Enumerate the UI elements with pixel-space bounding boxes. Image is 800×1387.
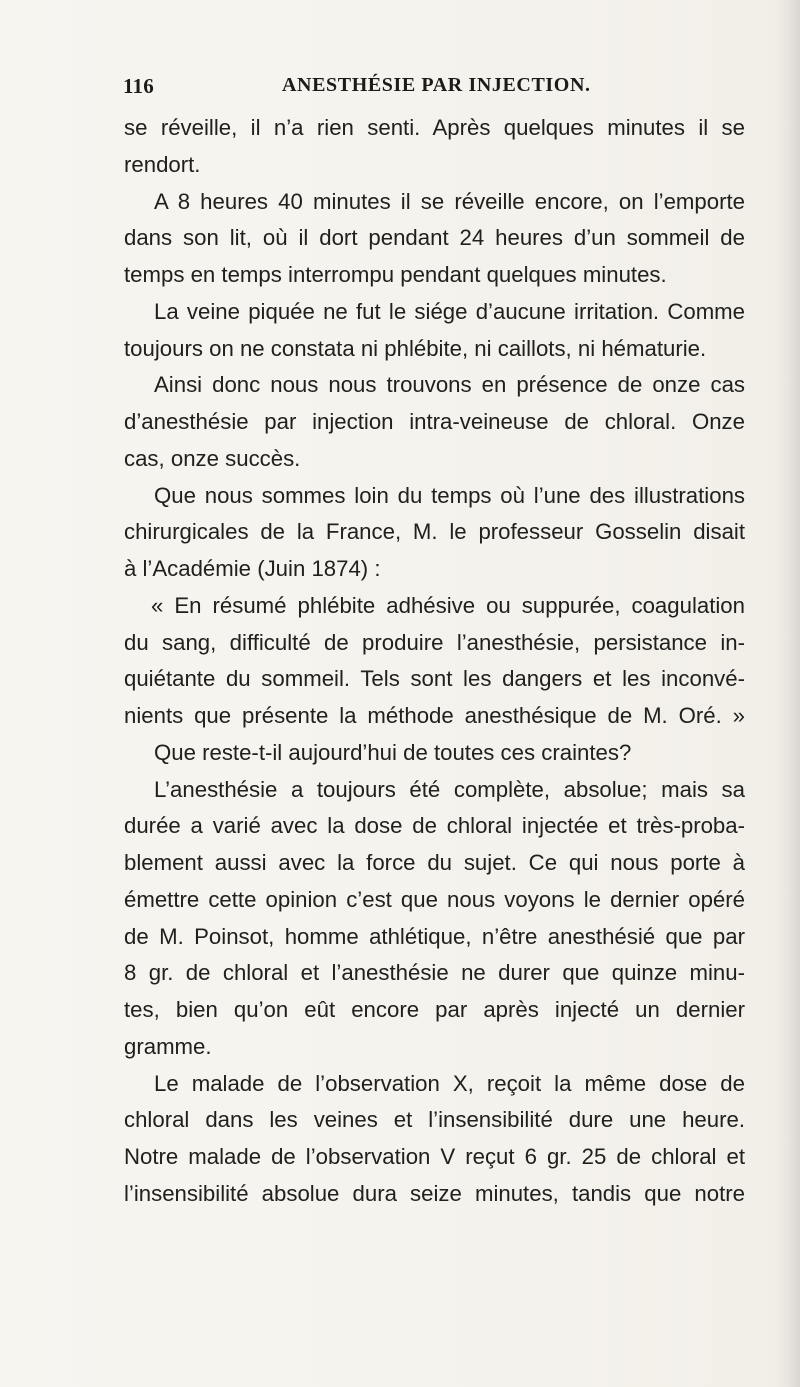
text-line: temps en temps interrompu pendant quelques minutes. bbox=[124, 262, 667, 287]
paragraph-4 bbox=[124, 367, 745, 477]
text-line: A 8 heures 40 minutes il se réveille encore, on l’emporte bbox=[154, 188, 745, 214]
text-line: Notre malade de l’observation V reçut 6 gr. 25 de chloral et bbox=[124, 1144, 745, 1169]
text-line: La veine piquée ne fut le siége d’aucune irritation. Comme bbox=[154, 298, 745, 324]
page-header bbox=[123, 74, 743, 106]
text-line: Que reste-t-il aujourd’hui de toutes ces craintes? bbox=[154, 739, 632, 765]
text-line: chirurgicales de la France, M. le professeur Gosselin disait bbox=[124, 519, 745, 545]
paragraph-1 bbox=[124, 110, 745, 184]
text-line: dans son lit, où il dort pendant 24 heures d’un sommeil de bbox=[124, 225, 745, 251]
text-line: de M. Poinsot, homme athlétique, n’être anesthésié que par bbox=[124, 923, 745, 949]
text-line: rendort. bbox=[124, 151, 201, 177]
text-line: se réveille, il n’a rien senti. Après quelques minutes il se bbox=[124, 115, 745, 140]
text-line: toujours on ne constata ni phlébite, ni caillots, ni hématurie. bbox=[124, 335, 707, 361]
text-line: chloral dans les veines et l’insensibilité dure une heure. bbox=[124, 1107, 745, 1133]
text-line: Ainsi donc nous nous trouvons en présence de onze cas bbox=[154, 372, 745, 398]
paragraph-6 bbox=[124, 735, 745, 772]
paragraph-3 bbox=[124, 294, 745, 368]
text-line: gramme. bbox=[124, 1033, 212, 1059]
paragraph-8 bbox=[124, 1066, 745, 1213]
text-line: à l’Académie (Juin 1874) : bbox=[124, 556, 381, 581]
text-line: l’insensibilité absolue dura seize minutes, tandis que notre bbox=[124, 1180, 745, 1206]
text-line: durée a varié avec la dose de chloral injectée et très-proba- bbox=[124, 813, 745, 839]
text-line: blement aussi avec la force du sujet. Ce qui nous porte à bbox=[124, 850, 745, 875]
paragraph-7 bbox=[124, 772, 745, 1066]
text-line: 8 gr. de chloral et l’anesthésie ne durer que quinze minu- bbox=[124, 960, 745, 986]
text-line: cas, onze succès. bbox=[124, 445, 301, 471]
text-line: tes, bien qu’on eût encore par après injecté un dernier bbox=[124, 997, 745, 1022]
text-line: Que nous sommes loin du temps où l’une des illustrations bbox=[154, 482, 745, 508]
page-edge-shadow bbox=[774, 0, 800, 1387]
text-line: quiétante du sommeil. Tels sont les dangers et les inconvé- bbox=[124, 666, 745, 692]
running-title: ANESTHÉSIE PAR INJECTION. bbox=[282, 74, 591, 96]
text-line: du sang, difficulté de produire l’anesthésie, persistance in- bbox=[124, 629, 745, 655]
text-line: d’anesthésie par injection intra-veineuse de chloral. Onze bbox=[124, 409, 745, 434]
quotation bbox=[124, 588, 745, 735]
paragraph-2 bbox=[124, 184, 745, 294]
text-line: « En résumé phlébite adhésive ou suppurée, coagulation bbox=[151, 592, 745, 618]
page-number: 116 bbox=[123, 74, 154, 98]
text-line: émettre cette opinion c’est que nous voyons le dernier opéré bbox=[124, 886, 745, 912]
text-line: Le malade de l’observation X, reçoit la même dose de bbox=[154, 1070, 745, 1096]
body-text bbox=[124, 110, 745, 1213]
text-line: L’anesthésie a toujours été complète, absolue; mais sa bbox=[154, 776, 745, 802]
text-line: nients que présente la méthode anesthésique de M. Oré. » bbox=[124, 703, 745, 728]
paragraph-5 bbox=[124, 478, 745, 588]
